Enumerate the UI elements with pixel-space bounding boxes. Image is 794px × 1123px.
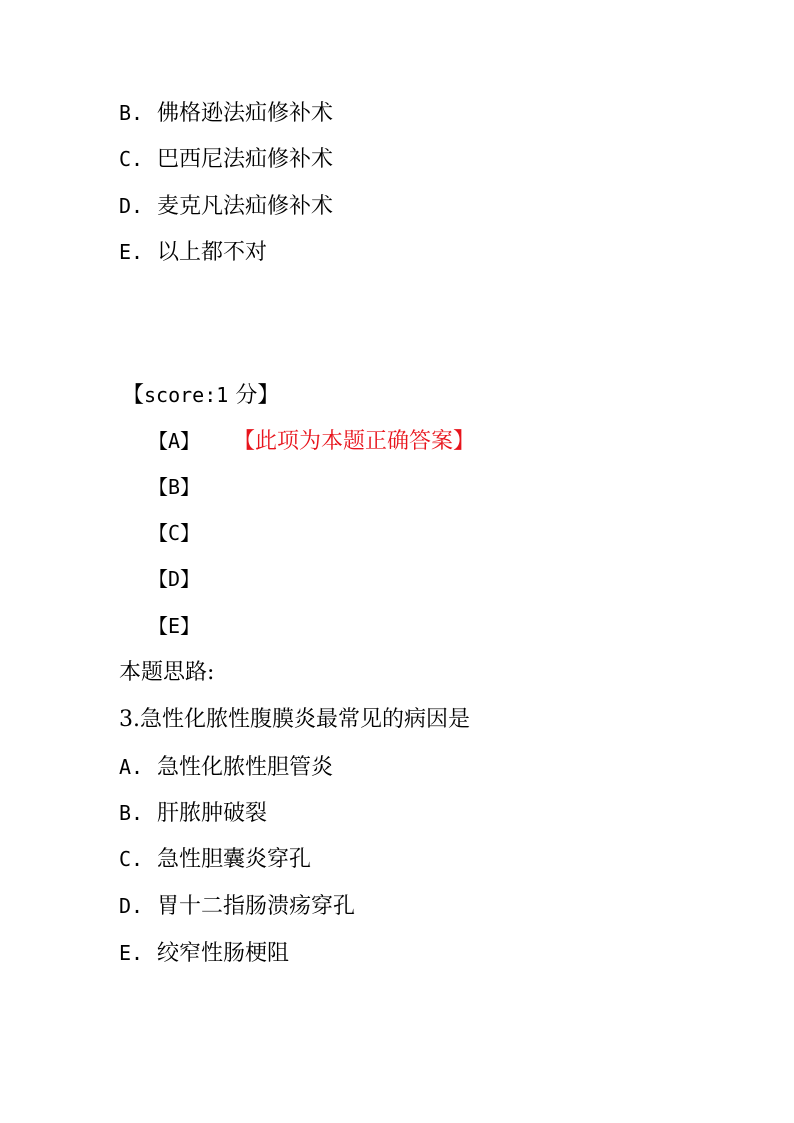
q3-option-b	[119, 798, 267, 828]
q2-option-c	[119, 144, 333, 174]
option-key: E.	[119, 240, 144, 264]
correct-answer-note: 【此项为本题正确答案】	[244, 429, 476, 454]
q3-option-a	[119, 752, 333, 782]
q3-option-d	[119, 891, 355, 921]
option-key: C.	[119, 147, 144, 171]
option-text: 急性化脓性胆管炎	[157, 755, 334, 780]
option-text: 巴西尼法疝修补术	[157, 147, 334, 172]
option-key: A.	[119, 755, 144, 779]
q3-option-e	[119, 938, 289, 968]
answer-a	[148, 426, 475, 456]
q3-title: 3.急性化脓性腹膜炎最常见的病因是	[119, 707, 470, 732]
answer-c	[148, 518, 200, 548]
option-text: 肝脓肿破裂	[157, 801, 268, 826]
option-key: B.	[119, 801, 144, 825]
q3-option-c	[119, 844, 311, 874]
answer-label: 【C】	[148, 521, 201, 545]
score-label: score:1	[144, 383, 229, 407]
score-unit: 分	[235, 383, 258, 408]
answer-e	[148, 611, 200, 641]
option-text: 绞窄性肠梗阻	[157, 941, 290, 966]
q2-option-d	[119, 191, 333, 221]
option-text: 胃十二指肠溃疡穿孔	[157, 894, 356, 919]
option-key: D.	[119, 194, 144, 218]
option-key: E.	[119, 941, 144, 965]
answer-label: 【D】	[148, 567, 201, 591]
q2-option-e	[119, 237, 267, 267]
answer-label: 【B】	[148, 475, 201, 499]
option-key: D.	[119, 894, 144, 918]
answer-d	[148, 564, 200, 594]
option-text: 佛格逊法疝修补术	[157, 101, 334, 126]
score-close-bracket: 】	[257, 383, 280, 408]
score-line	[122, 380, 279, 410]
option-text: 麦克凡法疝修补术	[157, 194, 334, 219]
thinking-label: 本题思路:	[119, 660, 215, 685]
option-key: B.	[119, 101, 144, 125]
q2-option-b	[119, 98, 333, 128]
answer-label: 【A】	[148, 429, 201, 453]
option-text: 急性胆囊炎穿孔	[157, 847, 312, 872]
option-key: C.	[119, 847, 144, 871]
answer-b	[148, 472, 200, 502]
option-text: 以上都不对	[157, 240, 268, 265]
answer-label: 【E】	[148, 614, 201, 638]
score-open-bracket: 【	[122, 383, 145, 408]
